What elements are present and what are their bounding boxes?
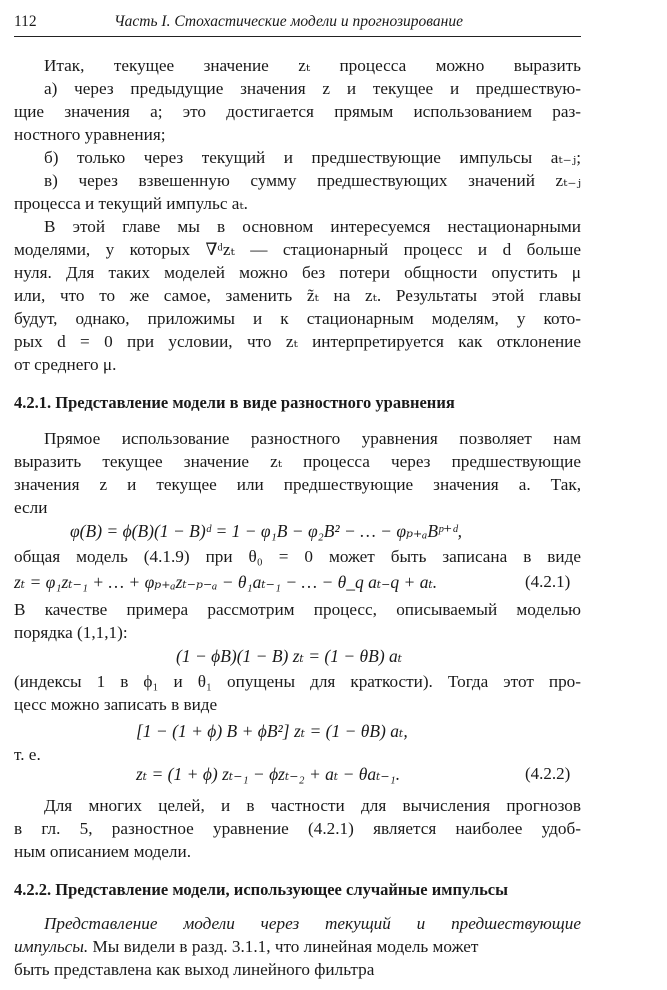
text-line: в) через взвешенную сумму предшествующих значений zₜ₋ⱼ — [44, 171, 581, 190]
text-line: от среднего μ. — [14, 355, 117, 374]
text-line: ностного уравнения; — [14, 125, 166, 144]
running-title: Часть I. Стохастические модели и прогнозирование — [114, 13, 463, 30]
text-line: б) только через текущий и предшествующие импульсы aₜ₋ⱼ; — [44, 148, 581, 167]
page-number: 112 — [14, 13, 37, 30]
text-line: нуля. Для таких моделей можно без потери общности опустить μ — [14, 263, 581, 282]
equation-number: (4.2.1) — [525, 572, 571, 591]
section-heading: 4.2.2. Представление модели, использующее случайные импульсы — [14, 880, 509, 899]
text-line: моделями, у которых ∇ᵈzₜ — стационарный процесс и d больше — [14, 240, 581, 259]
text-line: порядка (1,1,1): — [14, 623, 128, 642]
text-line: будут, однако, приложимы и к стационарным моделям, у кото- — [14, 309, 581, 328]
text-line: быть представлена как выход линейного фильтра — [14, 960, 375, 979]
running-header — [14, 12, 581, 37]
text-line: В качестве примера рассмотрим процесс, описываемый моделью — [14, 600, 581, 619]
text-line: щие значения a; это достигается прямым использованием раз- — [14, 102, 581, 121]
text-line: Для многих целей, и в частности для вычисления прогнозов — [44, 796, 581, 815]
text-line: Прямое использование разностного уравнения позволяет нам — [44, 429, 581, 448]
text-line: процесса и текущий импульс aₜ. — [14, 194, 248, 213]
equation-4-2-1: zₜ = φ₁zₜ₋₁ + … + φₚ₊ₐzₜ₋ₚ₋ₐ − θ₁aₜ₋₁ − … − θ_q aₜ₋q + aₜ. — [14, 572, 438, 592]
text-line: Представление модели через текущий и предшествующие — [44, 914, 581, 933]
text-line: Итак, текущее значение zₜ процесса можно выразить — [44, 56, 581, 75]
equation-example-expanded: [1 − (1 + ϕ) B + ϕB²] zₜ = (1 − θB) aₜ, — [136, 721, 408, 741]
text-line: в гл. 5, разностное уравнение (4.2.1) является наиболее удоб- — [14, 819, 581, 838]
text-line: если — [14, 498, 48, 517]
text-line — [14, 937, 581, 957]
text-line: или, что то же самое, заменить z̃ₜ на zₜ. Результаты этой главы — [14, 286, 581, 305]
text-line: ным описанием модели. — [14, 842, 191, 861]
text-line: В этой главе мы в основном интересуемся нестационарными — [44, 217, 581, 236]
text-line: рых d = 0 при условии, что zₜ интерпретируется как отклонение — [14, 332, 581, 351]
text-line: а) через предыдущие значения z и текущее и предшествую- — [44, 79, 581, 98]
text-line: значения z и текущее или предшествующие значения a. Так, — [14, 475, 581, 494]
italic-run: импульсы. — [14, 937, 89, 956]
text-line: общая модель (4.1.9) при θ₀ = 0 может быть записана в виде — [14, 547, 581, 566]
equation-4-2-2: zₜ = (1 + ϕ) zₜ₋₁ − ϕzₜ₋₂ + aₜ − θaₜ₋₁. — [136, 764, 401, 784]
text-line: (индексы 1 в ϕ₁ и θ₁ опущены для краткости). Тогда этот про- — [14, 672, 581, 691]
text-run: Мы видели в разд. 3.1.1, что линейная модель может — [88, 937, 479, 956]
section-heading: 4.2.1. Представление модели в виде разностного уравнения — [14, 393, 455, 412]
equation-number: (4.2.2) — [525, 764, 571, 783]
text-line: т. е. — [14, 745, 41, 764]
equation-phi: φ(B) = ϕ(B)(1 − B)ᵈ = 1 − φ₁B − φ₂B² − … − φₚ₊ₐBᵖ⁺ᵈ, — [70, 521, 463, 541]
equation-example: (1 − ϕB)(1 − B) zₜ = (1 − θB) aₜ — [176, 646, 403, 666]
text-line: цесс можно записать в виде — [14, 695, 218, 714]
text-line: выразить текущее значение zₜ процесса через предшествующие — [14, 452, 581, 471]
